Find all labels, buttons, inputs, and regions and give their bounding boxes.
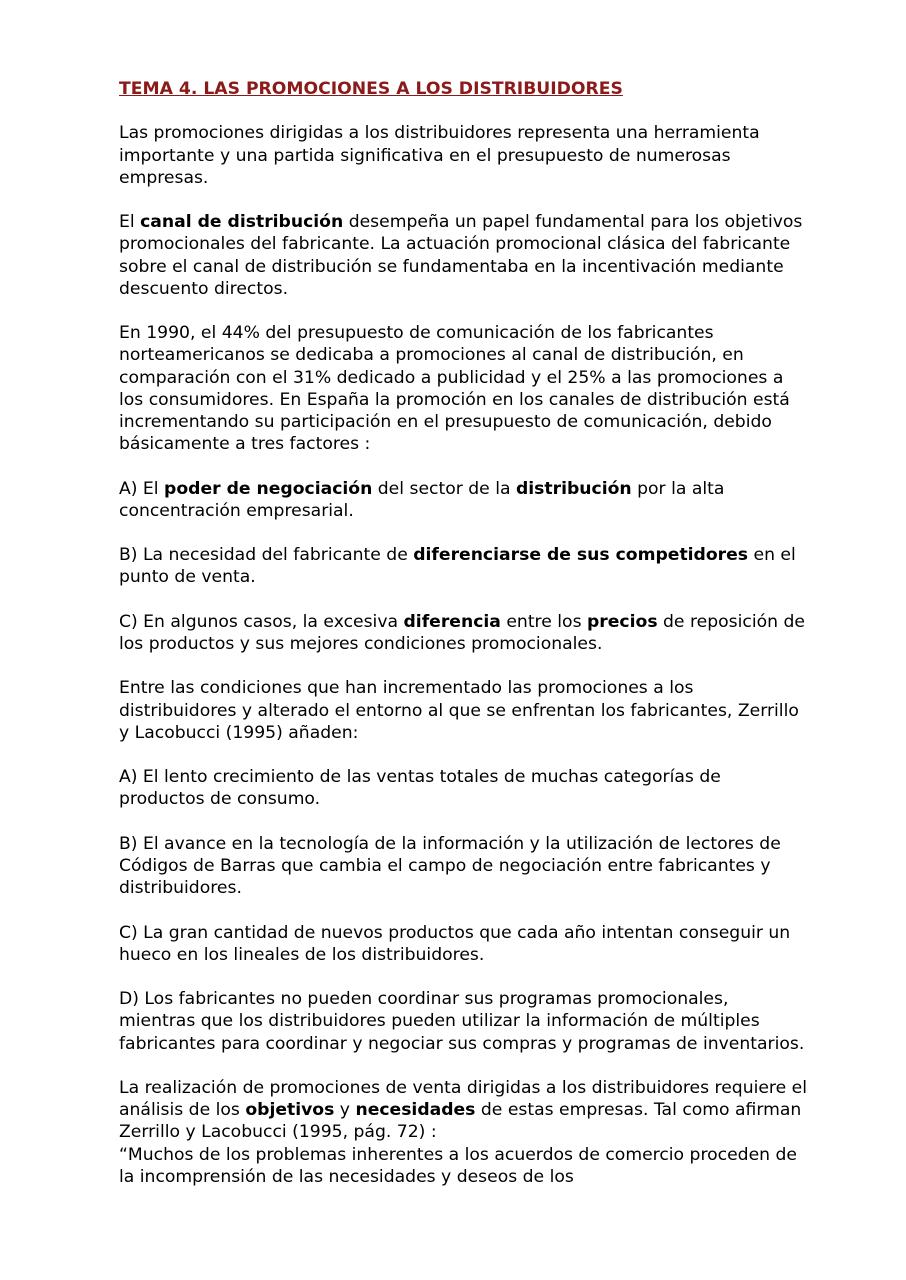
text-run: de estas empresas. Tal como afirman Zerrillo y Lacobucci (1995, pág. 72) : [119, 1100, 802, 1143]
condition-d: D) Los fabricantes no pueden coordinar sus programas promocionales, mientras que los distribuidores pueden utilizar la información de múltiples fabricantes para coordinar y negociar sus compras y programas de inventarios. [119, 989, 805, 1054]
factor-b [119, 544, 809, 588]
condition-a: A) El lento crecimiento de las ventas totales de muchas categorías de productos de consumo. [119, 767, 721, 810]
bold-term: precios [587, 611, 658, 632]
text-run: La realización de promociones de venta dirigidas a los distribuidores requiere el análisis de los [119, 1077, 808, 1121]
paragraph-condiciones: Entre las condiciones que han incrementado las promociones a los distribuidores y alterado el entorno al que se enfrentan los fabricantes, Zerrillo y Lacobucci (1995) añaden: [119, 678, 799, 743]
text-run: por la alta concentración empresarial. [119, 478, 725, 521]
text-run: A) El [119, 478, 165, 499]
text-run: del sector de la [372, 478, 516, 499]
paragraph-1990: En 1990, el 44% del presupuesto de comunicación de los fabricantes norteamericanos se dedicaba a promociones al canal de distribución, en comparación con el 31% dedicado a publicidad y el 25% a las promociones a los consumidores. En España la promoción en los canales de distribución está incrementando su participación en el presupuesto de comunicación, debido básicamente a tres factores : [119, 323, 790, 455]
bold-term: diferenciarse de sus competidores [413, 545, 749, 566]
condition-b: B) El avance en la tecnología de la información y la utilización de lectores de Códigos de Barras que cambia el campo de negociación entre fabricantes y distribuidores. [119, 833, 781, 899]
bold-term: necesidades [355, 1100, 476, 1121]
document-page [119, 78, 809, 1188]
paragraph-realizacion [119, 1077, 809, 1144]
text-run: C) En algunos casos, la excesiva [119, 611, 404, 632]
condition-c: C) La gran cantidad de nuevos productos que cada año intentan conseguir un hueco en los lineales de los distribuidores. [119, 922, 791, 965]
bold-term: diferencia [403, 611, 501, 632]
paragraph-intro: Las promociones dirigidas a los distribuidores representa una herramienta importante y una partida significativa en el presupuesto de numerosas empresas. [119, 123, 760, 188]
text-run: El [119, 212, 141, 233]
text-run: desempeña un papel fundamental para los objetivos promocionales del fabricante. La actuación promocional clásica del fabricante sobre el canal de distribución se fundamentaba en la incentivación mediante descuento directos. [119, 212, 803, 299]
bold-term: poder de negociación [164, 478, 373, 499]
text-run: en el punto de venta. [119, 545, 796, 588]
factor-c [119, 611, 809, 655]
text-run: entre los [500, 611, 587, 632]
bold-term: distribución [515, 478, 632, 499]
text-run: de reposición de los productos y sus mejores condiciones promocionales. [119, 611, 805, 654]
text-run: y [334, 1100, 356, 1121]
paragraph-canal [119, 211, 809, 300]
bold-term: canal de distribución [140, 212, 344, 233]
text-run: B) La necesidad del fabricante de [119, 545, 414, 566]
page-title: TEMA 4. LAS PROMOCIONES A LOS DISTRIBUIDORES [119, 79, 623, 99]
bold-term: objetivos [245, 1100, 335, 1121]
factor-a [119, 478, 809, 522]
quote-paragraph: “Muchos de los problemas inherentes a los acuerdos de comercio proceden de la incomprensión de las necesidades y deseos de los [119, 1144, 797, 1187]
